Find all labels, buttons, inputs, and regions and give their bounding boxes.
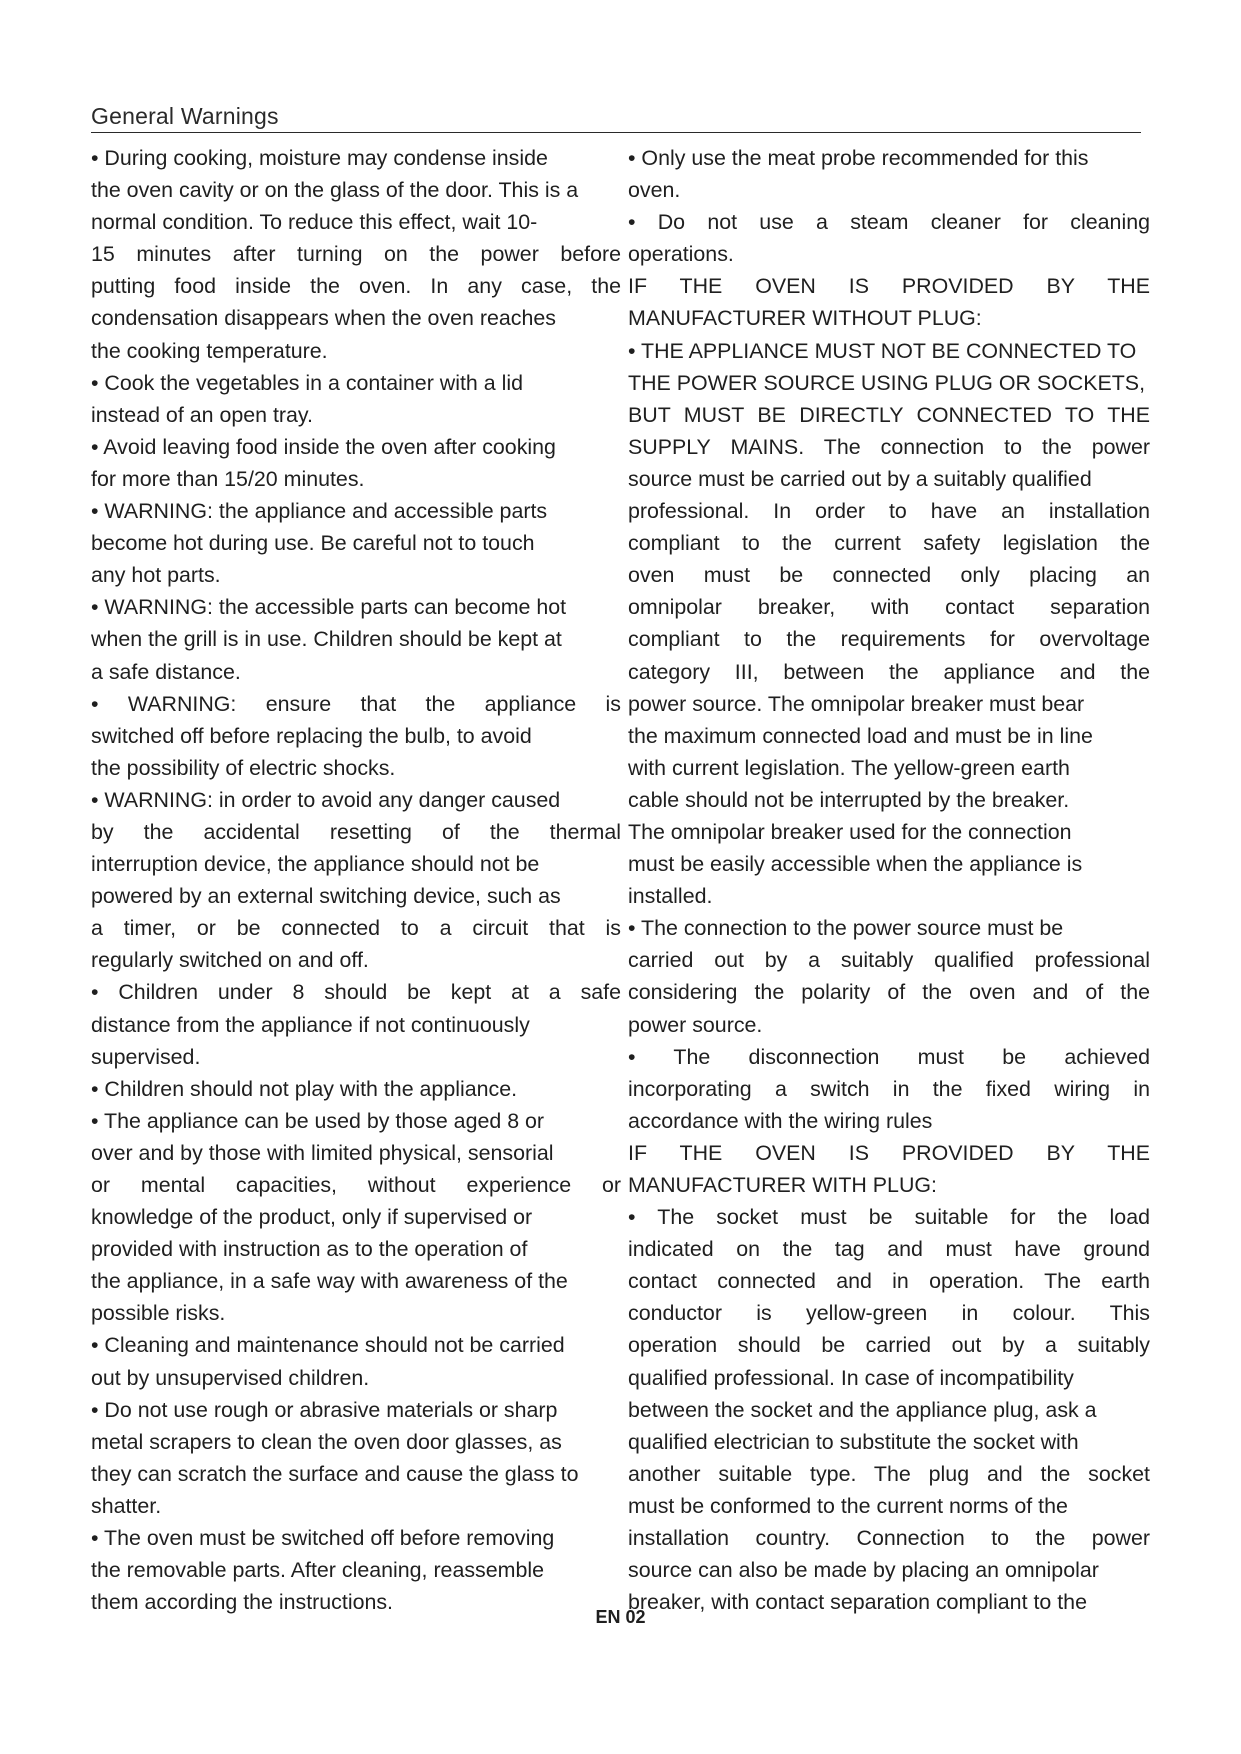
right-column-line: • The socket must be suitable for the load xyxy=(628,1205,1150,1230)
right-column-line: IF THE OVEN IS PROVIDED BY THE xyxy=(628,274,1150,299)
left-column-line: • WARNING: the accessible parts can become hot xyxy=(91,595,567,620)
left-column-line: provided with instruction as to the operation of xyxy=(91,1237,528,1262)
left-column-line: putting food inside the oven. In any case, the xyxy=(91,274,621,299)
left-column-line: • WARNING: in order to avoid any danger caused xyxy=(91,787,561,812)
left-column-line: switched off before replacing the bulb, to avoid xyxy=(91,723,532,748)
right-column-line: incorporating a switch in the fixed wiring in xyxy=(628,1076,1150,1101)
left-column-line: knowledge of the product, only if supervised or xyxy=(91,1205,533,1230)
page-number: EN 02 xyxy=(595,1607,646,1627)
right-column-line: operation should be carried out by a suitably xyxy=(628,1333,1150,1358)
right-column-line: breaker, with contact separation compliant to the xyxy=(628,1590,1087,1615)
right-column-line: compliant to the requirements for overvoltage xyxy=(628,627,1150,652)
right-column-line: • THE APPLIANCE MUST NOT BE CONNECTED TO xyxy=(628,338,1137,363)
right-column-line: compliant to the current safety legislation the xyxy=(628,531,1150,556)
right-column-line: category III, between the appliance and the xyxy=(628,659,1150,684)
left-column-line: distance from the appliance if not continuously xyxy=(91,1012,530,1037)
left-column-line: condensation disappears when the oven reaches xyxy=(91,306,556,331)
right-column-line: professional. In order to have an installation xyxy=(628,499,1150,524)
right-column-line: must be easily accessible when the appliance is xyxy=(628,852,1083,877)
page-title: General Warnings xyxy=(91,101,1141,133)
left-column-line: supervised. xyxy=(91,1044,201,1069)
right-column xyxy=(628,142,1150,1618)
left-column-line: metal scrapers to clean the oven door glasses, as xyxy=(91,1429,562,1454)
left-column-line: they can scratch the surface and cause the glass to xyxy=(91,1461,579,1486)
left-column-line: shatter. xyxy=(91,1493,162,1518)
right-column-line: power source. xyxy=(628,1012,763,1037)
left-column-line: instead of an open tray. xyxy=(91,402,313,427)
right-column-line: • Only use the meat probe recommended for this xyxy=(628,146,1089,170)
left-column-line: regularly switched on and off. xyxy=(91,948,369,973)
right-column-line: The omnipolar breaker used for the connection xyxy=(628,819,1072,844)
left-column-line: for more than 15/20 minutes. xyxy=(91,466,365,491)
right-column-line: MANUFACTURER WITHOUT PLUG: xyxy=(628,306,982,331)
left-column-line: the removable parts. After cleaning, reassemble xyxy=(91,1558,545,1583)
right-column-line: must be conformed to the current norms of the xyxy=(628,1493,1068,1518)
right-column-line: oven. xyxy=(628,178,681,203)
left-column-line: • Do not use rough or abrasive materials or sharp xyxy=(91,1397,558,1422)
left-column-line: • Children under 8 should be kept at a safe xyxy=(91,980,621,1005)
right-column-line: operations. xyxy=(628,242,734,267)
left-column-line: • Cleaning and maintenance should not be carried xyxy=(91,1333,565,1358)
left-column-line: become hot during use. Be careful not to touch xyxy=(91,531,535,556)
right-column-line: the maximum connected load and must be in line xyxy=(628,723,1093,748)
right-column-line: qualified electrician to substitute the socket with xyxy=(628,1429,1079,1454)
left-column-line: • The oven must be switched off before removing xyxy=(91,1526,555,1551)
left-column-line: by the accidental resetting of the thermal xyxy=(91,819,621,844)
right-column-line: • The connection to the power source must be xyxy=(628,916,1064,941)
right-column-line: MANUFACTURER WITH PLUG: xyxy=(628,1173,937,1197)
right-column-line: source must be carried out by a suitably qualified xyxy=(628,466,1092,491)
right-column-line: SUPPLY MAINS. The connection to the power xyxy=(628,434,1150,459)
left-column-line: a safe distance. xyxy=(91,659,241,684)
left-column-line: when the grill is in use. Children should be kept at xyxy=(91,627,562,652)
left-column-line: possible risks. xyxy=(91,1301,226,1326)
right-column-line: power source. The omnipolar breaker must bear xyxy=(628,691,1085,716)
right-column-line: • Do not use a steam cleaner for cleaning xyxy=(628,210,1150,235)
right-column-line: considering the polarity of the oven and of the xyxy=(628,980,1150,1005)
left-column-line: over and by those with limited physical, sensorial xyxy=(91,1140,554,1165)
right-column-line: source can also be made by placing an omnipolar xyxy=(628,1558,1099,1583)
left-column-line: • Avoid leaving food inside the oven after cooking xyxy=(91,434,556,459)
left-column-line: interruption device, the appliance should not be xyxy=(91,852,540,877)
right-column-line: another suitable type. The plug and the socket xyxy=(628,1461,1150,1486)
left-column-line: normal condition. To reduce this effect, wait 10- xyxy=(91,210,538,235)
left-column-line: the cooking temperature. xyxy=(91,338,328,363)
left-column-line: • WARNING: ensure that the appliance is xyxy=(91,691,621,716)
left-column-line: powered by an external switching device, such as xyxy=(91,884,561,909)
left-column-line: • WARNING: the appliance and accessible parts xyxy=(91,499,548,524)
right-column-line: THE POWER SOURCE USING PLUG OR SOCKETS, xyxy=(628,370,1146,395)
right-column-line: IF THE OVEN IS PROVIDED BY THE xyxy=(628,1140,1150,1165)
left-column-line: 15 minutes after turning on the power before xyxy=(91,242,621,267)
left-column-line: or mental capacities, without experience or xyxy=(91,1173,621,1197)
right-column-line: omnipolar breaker, with contact separation xyxy=(628,595,1150,620)
right-column-line: installation country. Connection to the power xyxy=(628,1526,1150,1551)
right-column-line: carried out by a suitably qualified professional xyxy=(628,948,1150,973)
left-column-line: them according the instructions. xyxy=(91,1590,393,1615)
left-column-line: the possibility of electric shocks. xyxy=(91,755,396,780)
right-column-line: contact connected and in operation. The earth xyxy=(628,1269,1150,1294)
left-column-line: • The appliance can be used by those aged 8 or xyxy=(91,1108,545,1133)
left-column-line: the appliance, in a safe way with awareness of the xyxy=(91,1269,568,1294)
right-column-line: indicated on the tag and must have ground xyxy=(628,1237,1150,1262)
left-column-line: • During cooking, moisture may condense inside xyxy=(91,146,548,170)
right-column-line: installed. xyxy=(628,884,713,909)
right-column-line: • The disconnection must be achieved xyxy=(628,1044,1150,1069)
left-column-line: • Children should not play with the appliance. xyxy=(91,1076,518,1101)
right-column-line: accordance with the wiring rules xyxy=(628,1108,933,1133)
right-column-line: cable should not be interrupted by the breaker. xyxy=(628,787,1070,812)
right-column-line: oven must be connected only placing an xyxy=(628,563,1150,588)
right-column-line: with current legislation. The yellow-green earth xyxy=(628,755,1070,780)
left-column xyxy=(91,142,621,1618)
left-column-line: a timer, or be connected to a circuit that is xyxy=(91,916,621,941)
left-column-line: • Cook the vegetables in a container with a lid xyxy=(91,370,523,395)
left-column-line: out by unsupervised children. xyxy=(91,1365,370,1390)
right-column-line: conductor is yellow-green in colour. This xyxy=(628,1301,1150,1326)
right-column-line: BUT MUST BE DIRECTLY CONNECTED TO THE xyxy=(628,402,1150,427)
left-column-line: the oven cavity or on the glass of the door. This is a xyxy=(91,178,579,203)
right-column-line: between the socket and the appliance plug, ask a xyxy=(628,1397,1097,1422)
right-column-line: qualified professional. In case of incompatibility xyxy=(628,1365,1074,1390)
left-column-line: any hot parts. xyxy=(91,563,221,588)
